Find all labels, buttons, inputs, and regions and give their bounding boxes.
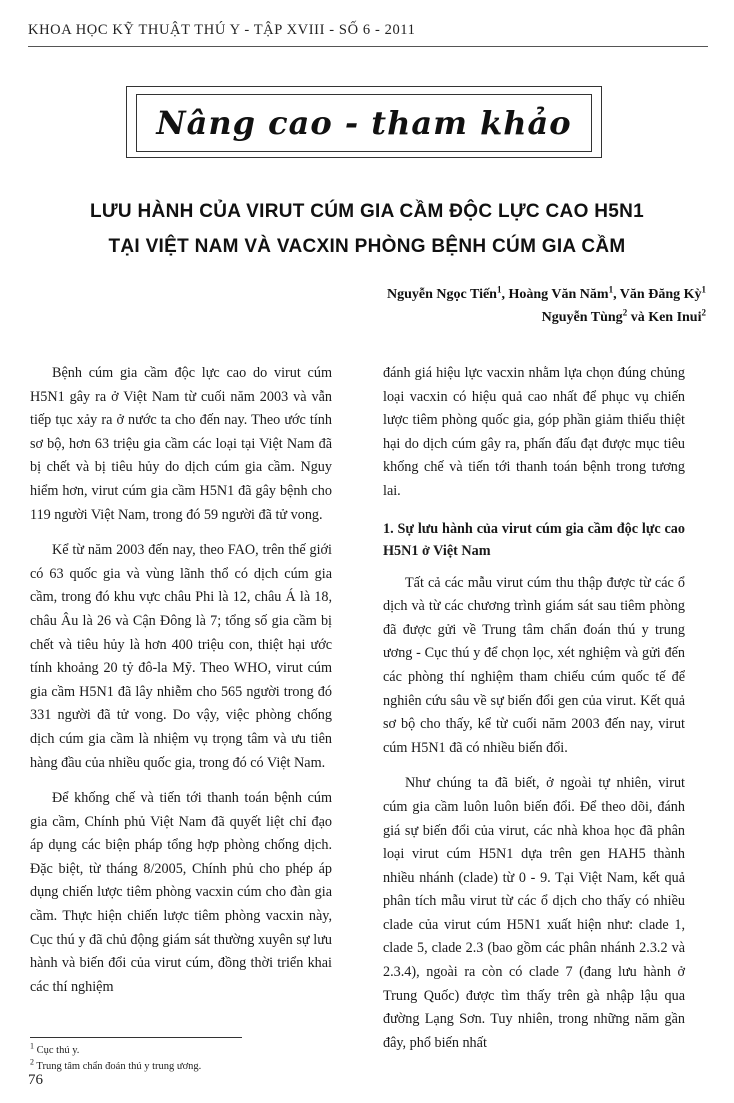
author-name: Nguyễn Tùng — [541, 310, 623, 325]
affiliation-mark: 2 — [701, 307, 706, 318]
footnote-text: Cục thú y. — [34, 1045, 80, 1056]
paragraph: Tất cả các mẫu virut cúm thu thập được từ các ổ dịch và từ các chương trình giám sát sau tiêm phòng đã được gửi về Trung tâm chẩn đoán thú y trung ương - Cục thú y để chọn lọc, xét nghiệm và gửi đến các phòng thí nghiệm tham chiếu cúm quốc tế để nghiên cứu sâu về sự biến đổi gen của virut. Kết quả sơ bộ cho thấy, kể từ cuối năm 2003 đến nay, virut cúm H5N1 đã có nhiều biến đổi. — [383, 574, 685, 756]
header-rule — [28, 46, 708, 47]
paragraph: Như chúng ta đã biết, ở ngoài tự nhiên, virut cúm gia cầm luôn luôn biến đổi. Để theo dõi, đánh giá sự biến đổi của virut, các nhà khoa học đã phân loại virut cúm H5N1 dựa trên gen HAH5 thành nhiều nhánh (clade) từ 0 - 9. Tại Việt Nam, kết quả phân tích mẫu virut từ các ổ dịch cho thấy có nhiều clade của virut cúm H5N1 xuất hiện như: clade 1, clade 5, clade 2.3 (bao gồm các phân nhánh 2.3.2 và 2.3.4), ngoài ra còn có clade 7 (đang lưu hành ở Trung Quốc) được tìm thấy trên gà nhập lậu qua đường Lạng Sơn. Tuy nhiên, trong những năm gần đây, phổ biến nhất — [383, 775, 685, 1051]
affiliation-mark: 2 — [622, 307, 628, 318]
footnote-2 — [30, 1059, 330, 1075]
authors-line-2 — [541, 307, 706, 326]
authors-line-1 — [387, 284, 706, 303]
footnote-mark: 1 — [30, 1041, 34, 1051]
affiliation-mark: 1 — [701, 284, 706, 295]
page-number: 76 — [28, 1072, 43, 1088]
left-column — [30, 362, 332, 1011]
paragraph: đánh giá hiệu lực vacxin nhằm lựa chọn đúng chủng loại vacxin có hiệu quả cao nhất để phục vụ chiến lược tiêm phòng quốc gia, góp phần giảm thiểu thiệt hại do dịch cúm gây ra, phấn đấu đạt được mục tiêu khống chế và tiến tới thanh toán bệnh trong tương lai. — [383, 365, 685, 499]
footnotes — [30, 1043, 330, 1075]
paragraph: Kể từ năm 2003 đến nay, theo FAO, trên thế giới có 63 quốc gia và vùng lãnh thổ có dịch cúm gia cầm, trong đó khu vực châu Phi là 12, châu Á là 18, châu Âu là 26 và Cận Đông là 7; tổng số gia cầm bị chết và tiêu hủy là hơn 400 triệu con, thiệt hại ước tính khoảng 20 tỷ đô-la Mỹ. Theo WHO, virut cúm gia cầm H5N1 đã lây nhiễm cho 565 người trong đó 331 người đã tử vong. Do vậy, việc phòng chống dịch cúm gia cầm là nhiệm vụ trọng tâm và ưu tiên hàng đầu của nhiều quốc gia, trong đó có Việt Nam. — [30, 542, 332, 771]
article-title-line-2: TẠI VIỆT NAM VÀ VACXIN PHÒNG BỆNH CÚM GIA CẦM — [108, 236, 626, 257]
section-heading: 1. Sự lưu hành của virut cúm gia cầm độc lực cao H5N1 ở Việt Nam — [383, 520, 685, 559]
author-name: , Văn Đăng Kỳ — [613, 287, 702, 302]
affiliation-mark: 1 — [496, 284, 502, 295]
author-name: , Hoàng Văn Năm — [501, 287, 609, 302]
footnote-mark: 2 — [30, 1057, 34, 1067]
footnote-text: Trung tâm chẩn đoán thú y trung ương. — [34, 1061, 202, 1072]
paragraph: Bệnh cúm gia cầm độc lực cao do virut cúm H5N1 gây ra ở Việt Nam từ cuối năm 2003 và vẫn tiếp tục xảy ra ở nước ta cho đến nay. Theo ước tính sơ bộ, hơn 63 triệu gia cầm các loại tại Việt Nam đã bị chết và bị tiêu hủy do dịch cúm gia cầm. Nguy hiểm hơn, virut cúm gia cầm H5N1 đã gây bệnh cho 119 người Việt Nam, trong đó 59 người đã tử vong. — [30, 365, 332, 523]
author-name: và Ken Inui — [627, 310, 702, 325]
right-column — [383, 362, 685, 1067]
article-title-line-1: LƯU HÀNH CỦA VIRUT CÚM GIA CẦM ĐỘC LỰC CAO H5N1 — [89, 201, 645, 222]
section-label-box — [136, 94, 592, 152]
footnote-1 — [30, 1043, 330, 1059]
author-name: Nguyễn Ngọc Tiến — [387, 287, 497, 302]
footnote-rule — [30, 1037, 242, 1038]
section-label: Nâng cao - tham khảo — [156, 104, 572, 142]
affiliation-mark: 1 — [608, 284, 614, 295]
running-head: KHOA HỌC KỸ THUẬT THÚ Y - TẬP XVIII - SỐ 6 - 2011 — [28, 22, 416, 38]
paragraph: Để khống chế và tiến tới thanh toán bệnh cúm gia cầm, Chính phủ Việt Nam đã quyết liệt chỉ đạo áp dụng các biện pháp tổng hợp phòng chống dịch. Đặc biệt, từ tháng 8/2005, Chính phủ cho phép áp dụng chiến lược tiêm phòng vacxin cúm cho đàn gia cầm. Thực hiện chiến lược tiêm phòng vacxin này, Cục thú y đã chủ động giám sát thường xuyên sự lưu hành và biến đổi của virut cúm, đồng thời triển khai các thí nghiệm — [30, 790, 332, 995]
